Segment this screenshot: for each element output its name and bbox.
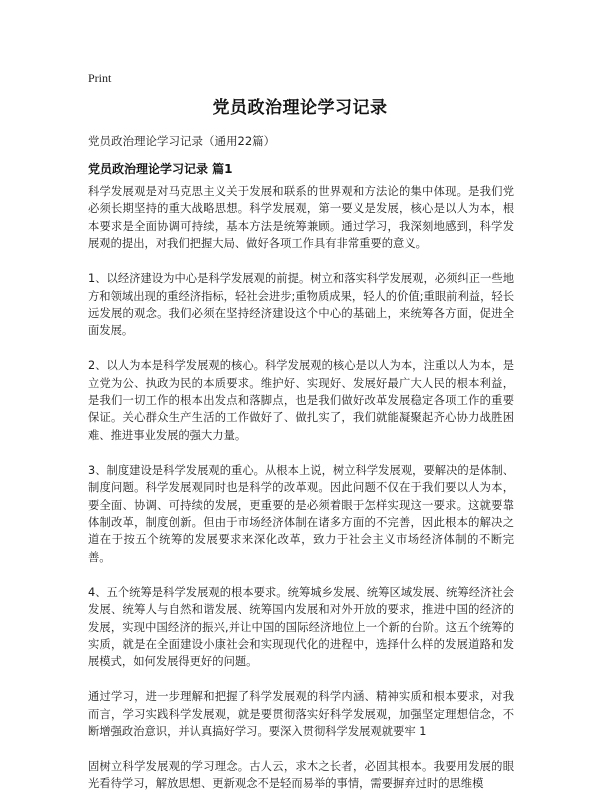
- paragraph-3: 2、以人为本是科学发展观的核心。科学发展观的核心是以人为本，注重以人为本，是立党为公、执政为民的本质要求。维护好、实现好、发展好最广大人民的根本利益，是我们一切工作的根本出发点和落脚点，也是我们做好改革发展稳定各项工作的重要保证。关心群众生产生活的工作做好了、做扎实了，我们就能凝聚起齐心协力战胜困难、推进事业发展的强大力量。: [88, 359, 514, 442]
- document-body: [88, 183, 514, 810]
- print-label[interactable]: Print: [88, 71, 112, 85]
- document-title: 党员政治理论学习记录: [212, 98, 388, 118]
- paragraph-2: 1、以经济建设为中心是科学发展观的前提。树立和落实科学发展观，必须纠正一些地方和领域出现的重经济指标，轻社会进步;重物质成果，轻人的价值;重眼前利益，轻长远发展的观念。我们必须在坚持经济建设这个中心的基础上，来统筹各方面，促进全面发展。: [88, 272, 514, 338]
- paragraph-5: 4、五个统筹是科学发展观的根本要求。统筹城乡发展、统筹区域发展、统筹经济社会发展、统筹人与自然和谐发展、统筹国内发展和对外开放的要求，推进中国的经济的发展，实现中国经济的振兴,并让中国的国际经济地位上一个新的台阶。这五个统筹的实质，就是在全面建设小康社会和实现现代化的进程中，选择什么样的发展道路和发展模式，如何发展得更好的问题。: [88, 585, 514, 669]
- paragraph-1: 科学发展观是对马克思主义关于发展和联系的世界观和方法论的集中体现。是我们党必须长期坚持的重大战略思想。科学发展观，第一要义是发展，核心是以人为本，根本要求是全面协调可持续，基本方法是统筹兼顾。通过学习，我深刻地感到，科学发展观的提出，对我们把握大局、做好各项工作具有非常重要的意义。: [88, 185, 514, 251]
- paragraph-7: 固树立科学发展观的学习理念。古人云，求木之长者，必固其根本。我要用发展的眼光看待学习，解放思想、更新观念不是轻而易举的事情，需要摒弃过时的思维模: [88, 759, 514, 791]
- document-subtitle: 党员政治理论学习记录（通用22篇）: [88, 134, 276, 148]
- paragraph-4: 3、制度建设是科学发展观的重心。从根本上说，树立科学发展观，要解决的是体制、制度问题。科学发展观同时也是科学的改革观。因此问题不仅在于我们要以人为本，要全面、协调、可持续的发展，更重要的是必须着眼于怎样实现这一要求。这就要靠体制改革，制度创新。但由于市场经济体制在诸多方面的不完善，因此根本的解决之道在于按五个统筹的发展要求来深化改革，致力于社会主义市场经济体制的不断完善。: [88, 463, 514, 564]
- paragraph-6: 通过学习，进一步理解和把握了科学发展观的科学内涵、精神实质和根本要求，对我而言，学习实践科学发展观，就是要贯彻落实好科学发展观，加强坚定理想信念，不断增强政治意识，并认真搞好学习。要深入贯彻科学发展观就要牢 1: [88, 690, 514, 739]
- section-heading: 党员政治理论学习记录 篇1: [88, 162, 233, 176]
